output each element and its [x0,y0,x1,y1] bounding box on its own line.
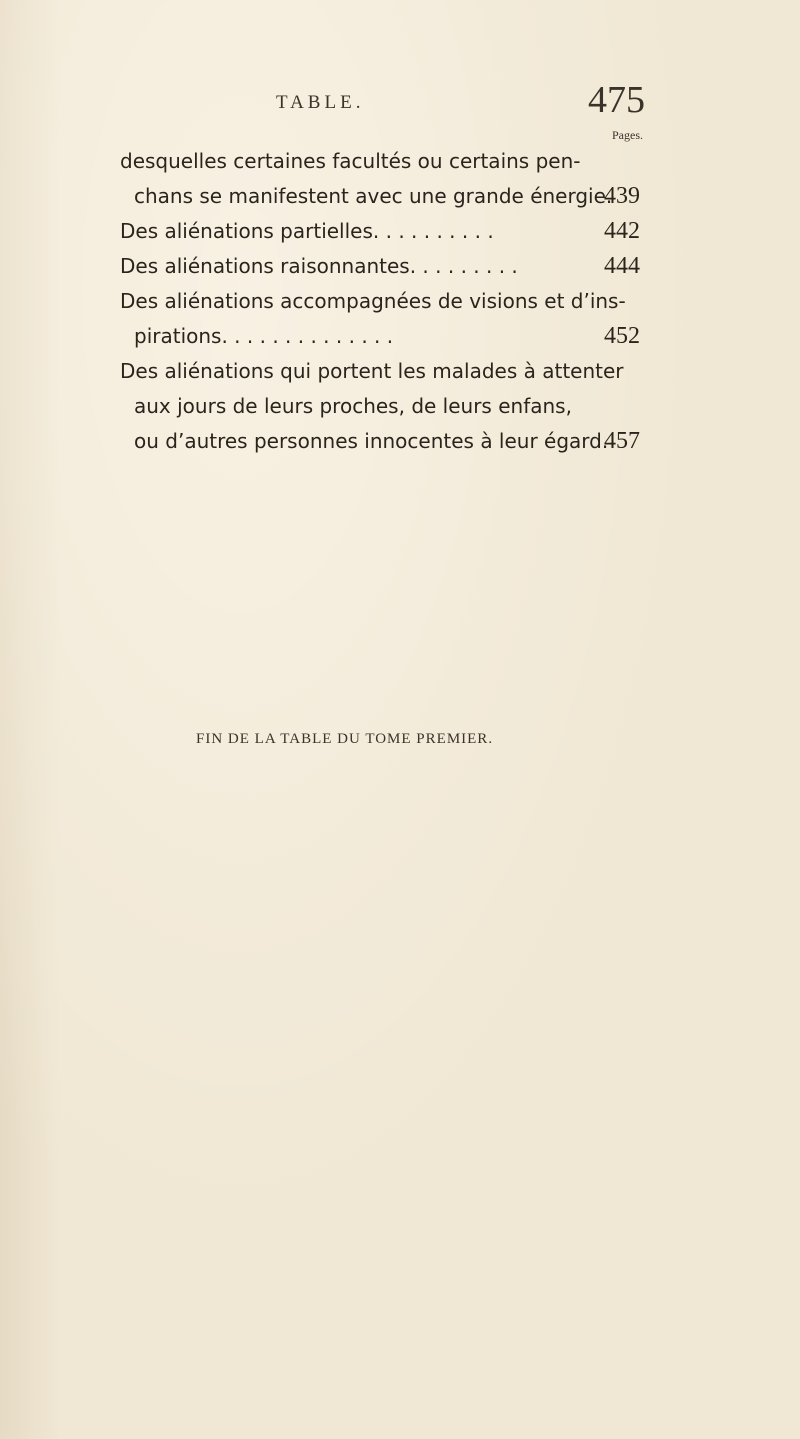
toc-page-ref: 442 [604,218,640,244]
toc-entry-line: Des aliénations raisonnantes. . . . . . . . . 444 [120,249,640,284]
toc-entry-line: aux jours de leurs proches, de leurs enfans, [134,394,572,418]
toc-entry-line: Des aliénations qui portent les malades à attenter [120,359,624,383]
toc-entry-line: Des aliénations accompagnées de visions et d’ins- [120,289,626,313]
toc-entry-line: chans se manifestent avec une grande énergie. 439 [120,179,640,214]
toc-entry [120,354,640,459]
toc-entry [120,144,640,214]
toc-entry-line: pirations. . . . . . . . . . . . . . 452 [120,319,640,354]
end-of-table-note: FIN DE LA TABLE DU TOME PREMIER. [196,731,494,747]
toc-page-ref: 452 [604,323,640,349]
toc-page-ref: 444 [604,253,640,279]
toc-entry [120,284,640,354]
toc-entry-line: ou d’autres personnes innocentes à leur égard. 457 [120,424,640,459]
table-of-contents [120,144,640,459]
pages-column-label: Pages. [612,128,643,142]
toc-page-ref: 457 [604,428,640,454]
toc-entry-line: desquelles certaines facultés ou certains pen- [120,149,581,173]
running-head: TABLE. [276,92,365,113]
page-number: 475 [588,79,645,121]
toc-page-ref: 439 [604,183,640,209]
toc-entry [120,214,640,249]
toc-entry-line: Des aliénations partielles. . . . . . . . . . 442 [120,214,640,249]
toc-entry [120,249,640,284]
